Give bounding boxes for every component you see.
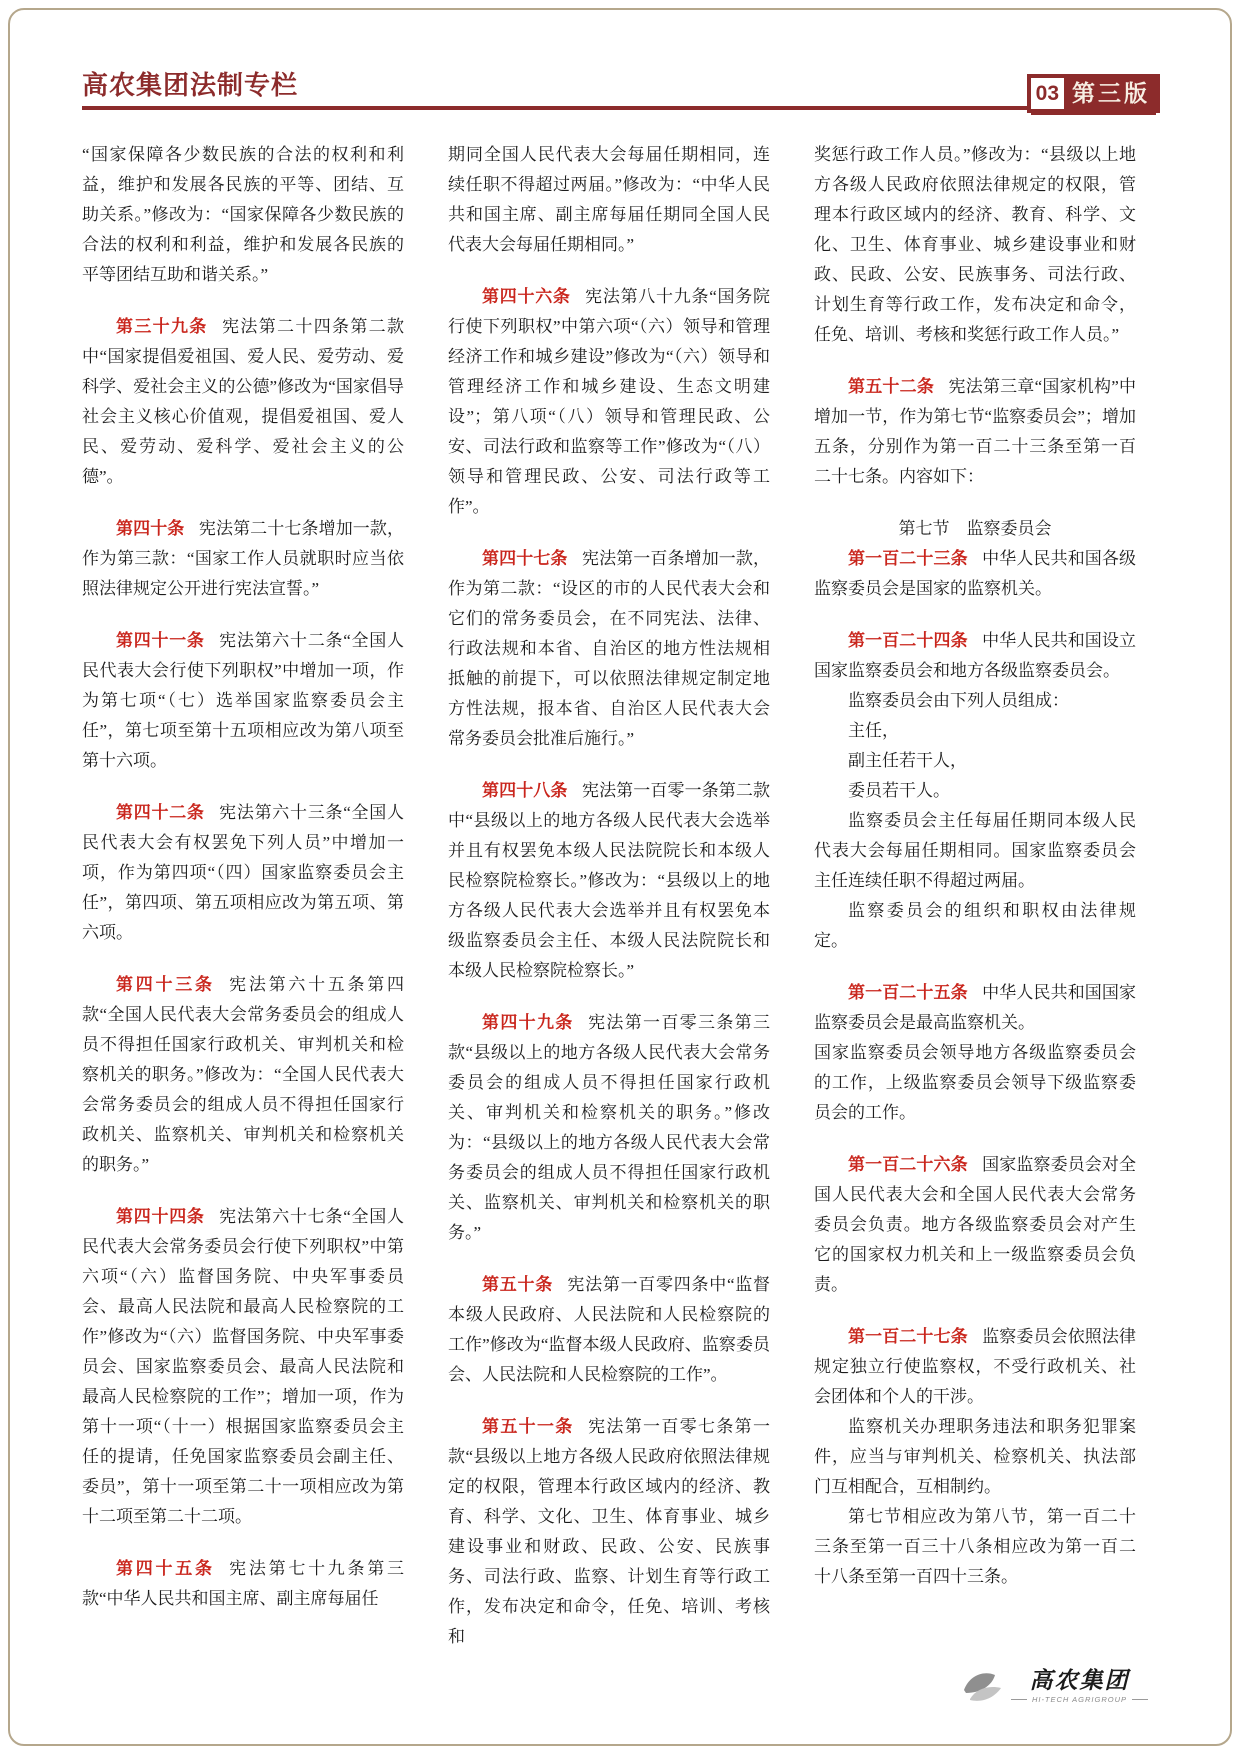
article-number-head: 第五十二条 [848, 377, 935, 396]
masthead [82, 58, 1160, 110]
section-heading: 第七节 监察委员会 [898, 519, 1052, 538]
article-paragraph: 第四十一条 宪法第六十二条“全国人民代表大会行使下列职权”中增加一项，作为第七项“（七）选举国家监察委员会主任”，第七项至第十五项相应改为第八项至第十六项。 [82, 631, 404, 770]
article-number-head: 第一百二十六条 [848, 1155, 968, 1174]
body-paragraph: 第七节相应改为第八节，第一百二十三条至第一百三十八条相应改为第一百二十八条至第一百四十三条。 [814, 1507, 1136, 1586]
column-3 [814, 140, 1136, 1652]
body-paragraph: 监察委员会的组织和职权由法律规定。 [814, 901, 1136, 950]
article-number-head: 第一百二十三条 [848, 549, 968, 568]
content-columns [82, 140, 1138, 1652]
column-title: 高农集团法制专栏 [82, 70, 299, 100]
article-number-head: 第四十二条 [116, 803, 205, 822]
body-paragraph: 副主任若干人， [848, 751, 967, 770]
article-paragraph: 第四十五条 宪法第七十九条第三款“中华人民共和国主席、副主席每届任 [82, 1559, 405, 1608]
body-paragraph: 监察委员会由下列人员组成： [848, 691, 1069, 710]
article-paragraph: 第五十二条 宪法第三章“国家机构”中增加一节，作为第七节“监察委员会”；增加五条，分别作为第一百二十三条至第一百二十七条。内容如下： [814, 377, 1137, 486]
body-paragraph: 监察委员会主任每届任期同本级人民代表大会每届任期相同。国家监察委员会主任连续任职不得超过两届。 [814, 811, 1136, 890]
article-paragraph: 第一百二十五条 中华人民共和国国家监察委员会是最高监察机关。 [814, 983, 1137, 1032]
article-paragraph: 第四十九条 宪法第一百零三条第三款“县级以上的地方各级人民代表大会常务委员会的组成人员不得担任国家行政机关、审判机关和检察机关的职务。”修改为：“县级以上的地方各级人民代表大会常务委员会的组成人员不得担任国家行政机关、监察机关、审判机关和检察机关的职务。” [448, 1013, 771, 1242]
article-number-head: 第四十九条 [482, 1013, 574, 1032]
article-paragraph: 第一百二十七条 监察委员会依照法律规定独立行使监察权，不受行政机关、社会团体和个人的干涉。 [814, 1327, 1137, 1406]
article-paragraph: 第一百二十三条 中华人民共和国各级监察委员会是国家的监察机关。 [814, 549, 1137, 598]
logo-subtitle [1011, 1695, 1148, 1704]
article-number-head: 第四十五条 [116, 1559, 215, 1578]
article-number-head: 第四十六条 [482, 287, 571, 306]
leaf-icon [961, 1670, 1003, 1704]
article-number-head: 第五十条 [482, 1275, 553, 1294]
article-paragraph: 第三十九条 宪法第二十四条第二款中“国家提倡爱祖国、爱人民、爱劳动、爱科学、爱社会主义的公德”修改为“国家倡导社会主义核心价值观，提倡爱祖国、爱人民、爱劳动、爱科学、爱社会主义的公德”。 [82, 317, 405, 486]
article-paragraph: 第四十四条 宪法第六十七条“全国人民代表大会常务委员会行使下列职权”中第六项“（六）监督国务院、中央军事委员会、最高人民法院和最高人民检察院的工作”修改为“（六）监督国务院、中央军事委员会、国家监察委员会、最高人民法院和最高人民检察院的工作”；增加一项，作为第十一项“（十一）根据国家监察委员会主任的提请，任免国家监察委员会副主任、委员”，第十一项至第二十一项相应改为第十二项至第二十二项。 [82, 1207, 404, 1526]
logo-subtitle-text: HI-TECH AGRIGROUP [1031, 1695, 1127, 1705]
article-number-head: 第一百二十五条 [848, 983, 968, 1002]
article-paragraph: 第一百二十六条 国家监察委员会对全国人民代表大会和全国人民代表大会常务委员会负责。地方各级监察委员会对产生它的国家权力机关和上一级监察委员会负责。 [814, 1155, 1137, 1294]
page-number-badge [1027, 74, 1160, 113]
article-paragraph: 第四十八条 宪法第一百零一条第二款中“县级以上的地方各级人民代表大会选举并且有权罢免本级人民法院院长和本级人民检察院检察长。”修改为：“县级以上的地方各级人民代表大会选举并且有权罢免本级监察委员会主任、本级人民法院院长和本级人民检察院检察长。” [448, 781, 771, 980]
newspaper-logo [961, 1668, 1148, 1704]
article-number-head: 第四十四条 [116, 1207, 205, 1226]
body-paragraph: 奖惩行政工作人员。”修改为：“县级以上地方各级人民政府依照法律规定的权限，管理本行政区域内的经济、教育、科学、文化、卫生、体育事业、城乡建设事业和财政、民政、公安、民族事务、司法行政、计划生育等行政工作，发布决定和命令，任免、培训、考核和奖惩行政工作人员。” [814, 145, 1136, 344]
body-paragraph: 委员若干人。 [848, 781, 950, 800]
article-number-head: 第四十条 [116, 519, 185, 538]
body-paragraph: 监察机关办理职务违法和职务犯罪案件，应当与审判机关、检察机关、执法部门互相配合，互相制约。 [814, 1417, 1136, 1496]
article-number-head: 第四十八条 [482, 781, 568, 800]
article-number-head: 第五十一条 [482, 1417, 574, 1436]
article-paragraph: 第四十六条 宪法第八十九条“国务院行使下列职权”中第六项“（六）领导和管理经济工作和城乡建设”修改为“（六）领导和管理经济工作和城乡建设、生态文明建设”；第八项“（八）领导和管理民政、公安、司法行政和监察等工作”修改为“（八）领导和管理民政、公安、司法行政等工作”。 [448, 287, 770, 516]
logo-dash-right [1132, 1699, 1148, 1700]
article-paragraph: 第四十三条 宪法第六十五条第四款“全国人民代表大会常务委员会的组成人员不得担任国家行政机关、审判机关和检察机关的职务。”修改为：“全国人民代表大会常务委员会的组成人员不得担任国家行政机关、监察机关、审判机关和检察机关的职务。” [82, 975, 405, 1174]
article-paragraph: 第五十条 宪法第一百零四条中“监督本级人民政府、人民法院和人民检察院的工作”修改为“监督本级人民政府、监察委员会、人民法院和人民检察院的工作”。 [448, 1275, 770, 1384]
article-paragraph: 第四十二条 宪法第六十三条“全国人民代表大会有权罢免下列人员”中增加一项，作为第四项“（四）国家监察委员会主任”，第四项、第五项相应改为第五项、第六项。 [82, 803, 404, 942]
article-number-head: 第一百二十四条 [848, 631, 968, 650]
logo-name: 高农集团 [1029, 1667, 1130, 1693]
article-paragraph: 第四十七条 宪法第一百条增加一款，作为第二款：“设区的市的人民代表大会和它们的常务委员会，在不同宪法、法律、行政法规和本省、自治区的地方性法规相抵触的前提下，可以依照法律规定制定地方性法规，报本省、自治区人民代表大会常务委员会批准后施行。” [448, 549, 771, 748]
edition-label: 第三版 [1072, 80, 1150, 106]
body-paragraph: 国家监察委员会领导地方各级监察委员会的工作，上级监察委员会领导下级监察委员会的工作。 [814, 1043, 1136, 1122]
article-number-head: 第一百二十七条 [848, 1327, 968, 1346]
article-paragraph: 第五十一条 宪法第一百零七条第一款“县级以上地方各级人民政府依照法律规定的权限，管理本行政区域内的经济、教育、科学、文化、卫生、体育事业、城乡建设事业和财政、民政、公安、民族事务、司法行政、监察、计划生育等行政工作，发布决定和命令，任免、培训、考核和 [448, 1417, 771, 1646]
body-paragraph: “国家保障各少数民族的合法的权利和利益，维护和发展各民族的平等、团结、互助关系。”修改为：“国家保障各少数民族的合法的权利和利益，维护和发展各民族的平等团结互助和谐关系。” [82, 145, 404, 284]
article-number-head: 第三十九条 [116, 317, 208, 336]
page-number: 03 [1031, 78, 1064, 109]
article-number-head: 第四十一条 [116, 631, 205, 650]
article-paragraph: 第一百二十四条 中华人民共和国设立国家监察委员会和地方各级监察委员会。 [814, 631, 1137, 680]
logo-text-group [1011, 1668, 1148, 1704]
article-paragraph: 第四十条 宪法第二十七条增加一款，作为第三款：“国家工作人员就职时应当依照法律规定公开进行宪法宣誓。” [82, 519, 405, 598]
body-paragraph: 主任， [848, 721, 899, 740]
body-paragraph: 期同全国人民代表大会每届任期相同，连续任职不得超过两届。”修改为：“中华人民共和国主席、副主席每届任期同全国人民代表大会每届任期相同。” [448, 145, 770, 254]
column-1 [82, 140, 404, 1652]
column-2 [448, 140, 770, 1652]
article-number-head: 第四十三条 [116, 975, 215, 994]
article-number-head: 第四十七条 [482, 549, 568, 568]
logo-dash-left [1011, 1699, 1027, 1700]
